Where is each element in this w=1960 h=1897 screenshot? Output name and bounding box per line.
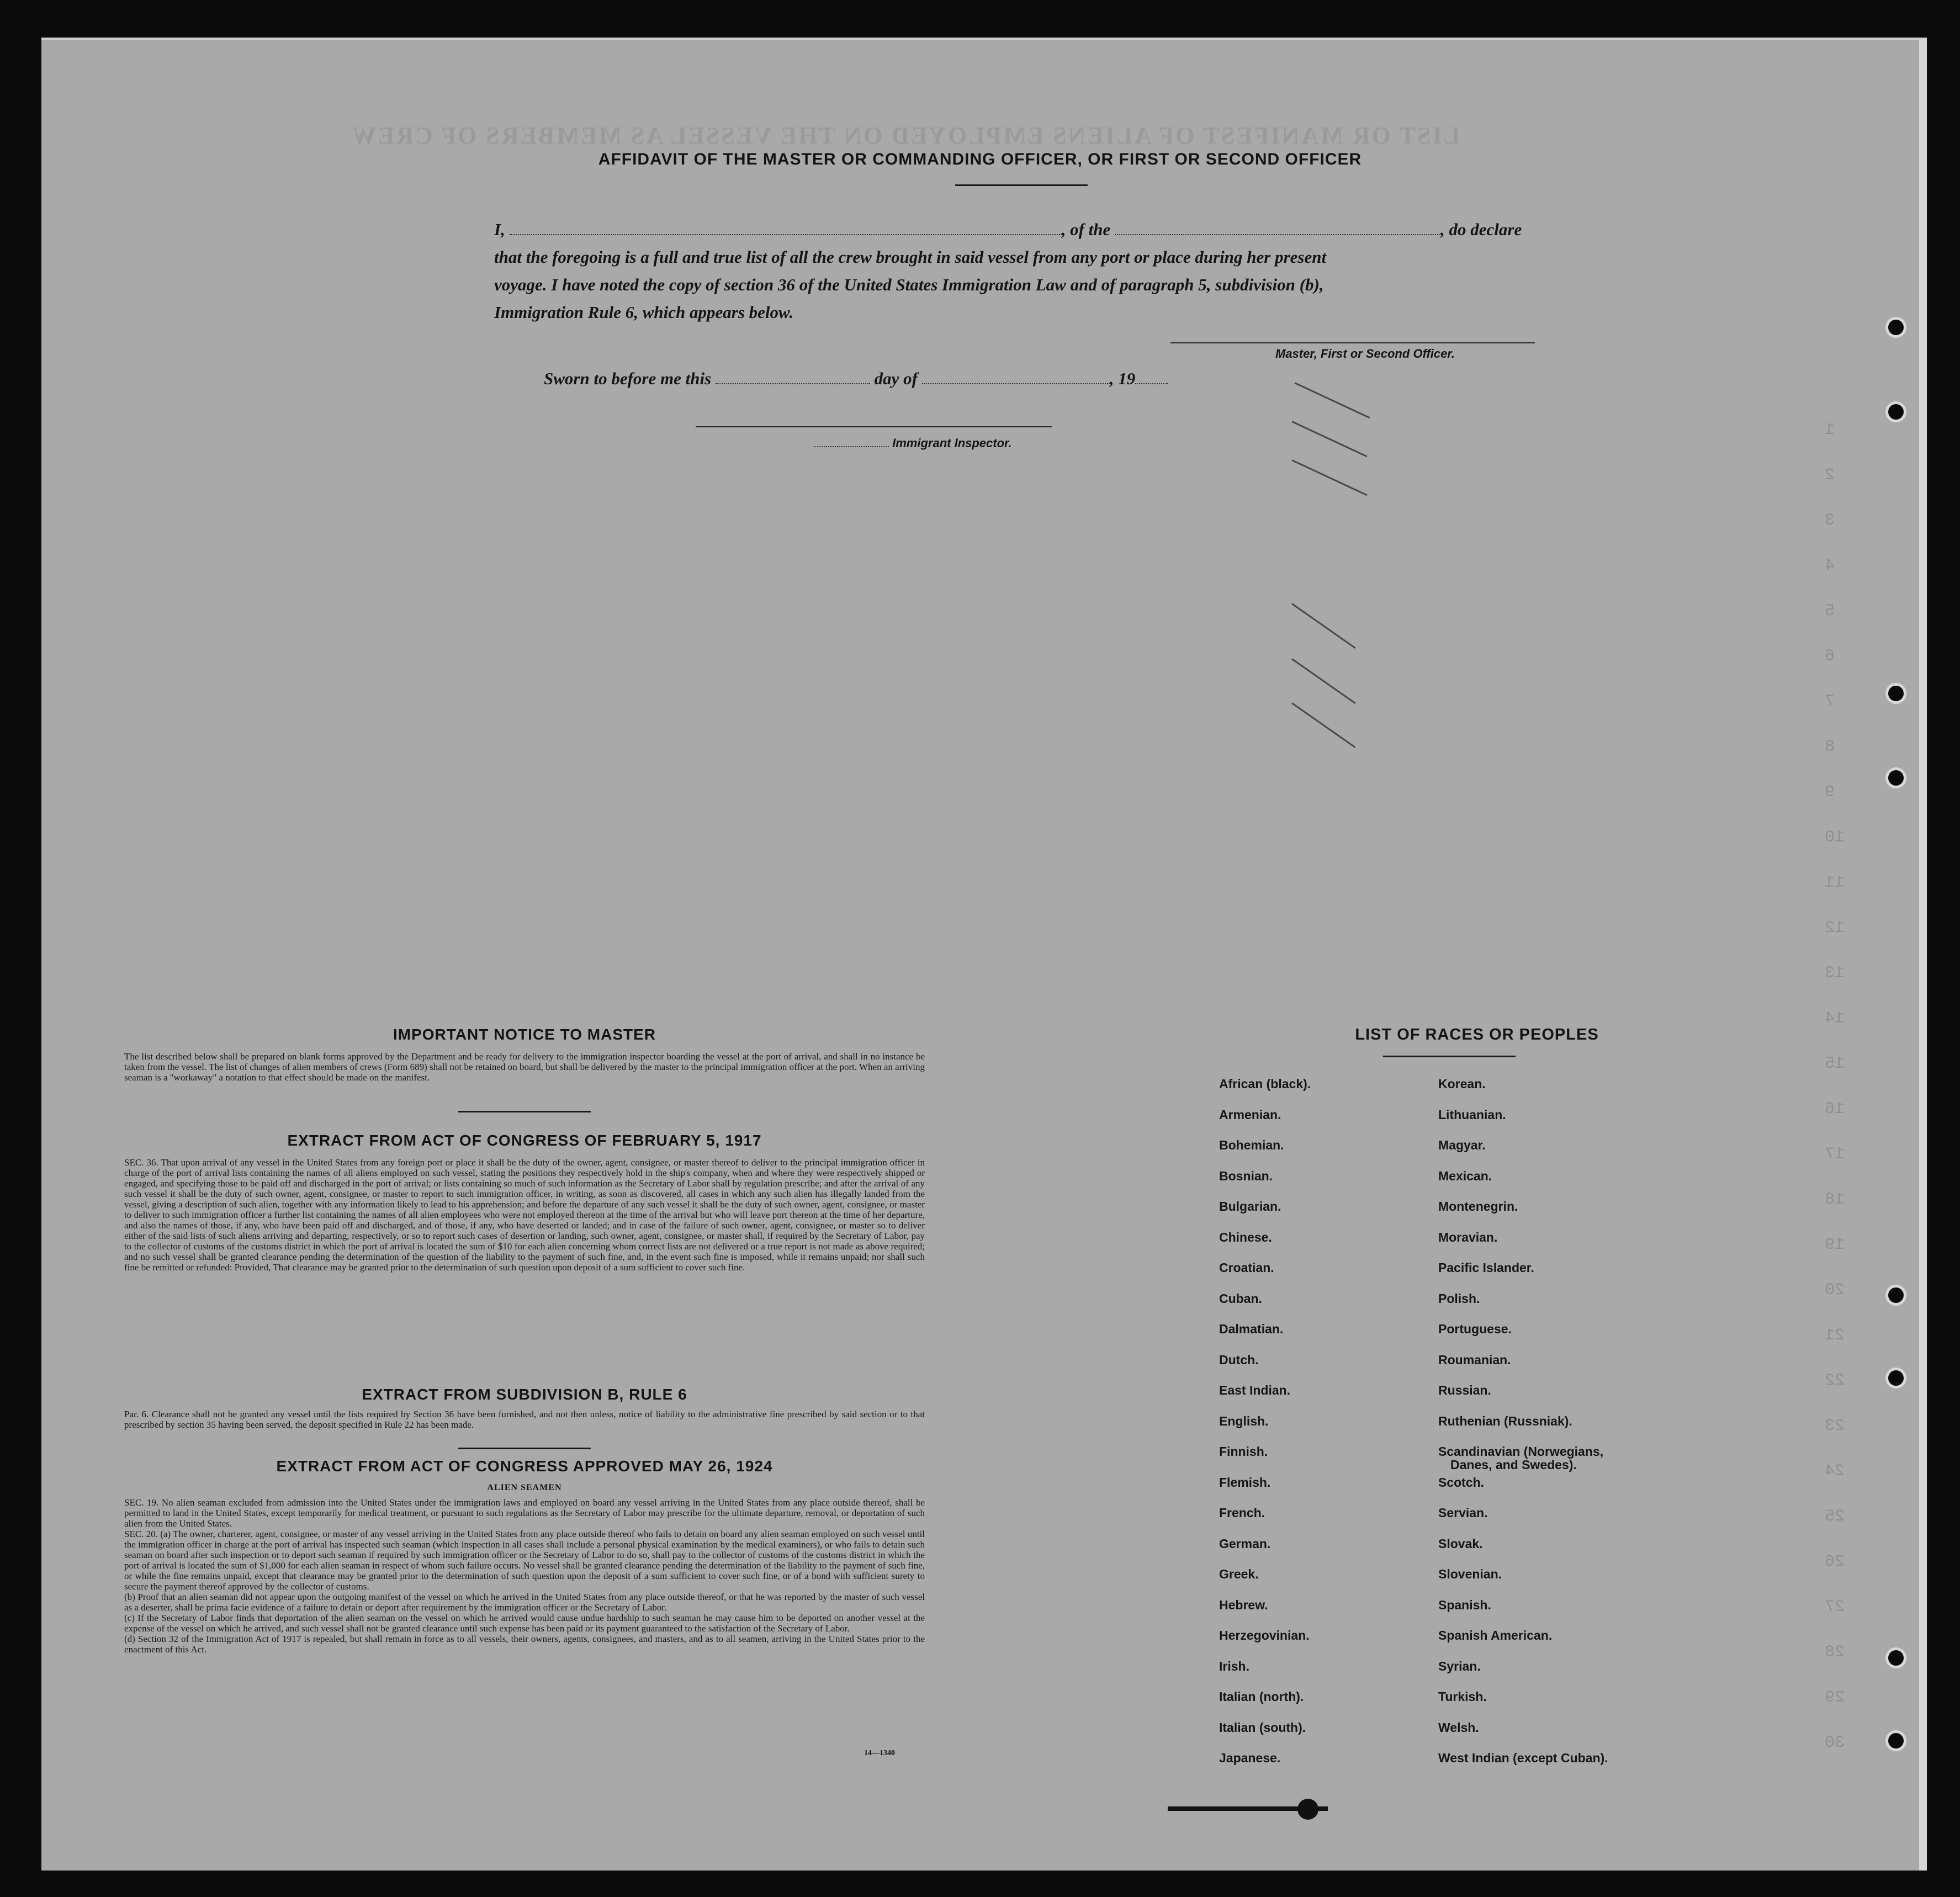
bleedthrough-row-number: 7 (1825, 692, 1835, 711)
bleedthrough-row-number: 3 (1825, 511, 1835, 530)
year-prefix: , 19 (1109, 369, 1136, 388)
race-item: Slovak. (1438, 1536, 1483, 1551)
bleedthrough-row-number: 9 (1825, 783, 1835, 802)
race-item: Magyar. (1438, 1138, 1486, 1152)
bleedthrough-row-number: 5 (1825, 602, 1835, 621)
race-item: Korean. (1438, 1077, 1486, 1091)
bleedthrough-row-number: 23 (1825, 1417, 1845, 1435)
bleedthrough-row-number: 24 (1825, 1462, 1845, 1481)
affidavit-line1 (494, 220, 1522, 240)
bleedthrough-row-number: 8 (1825, 738, 1835, 756)
sec19-text: SEC. 19. No alien seaman excluded from admission into the United States under the immigration laws and employed on board any vessel arriving in the United States from any place outside thereof, shall be permitted to land in the United States, except temporarily for medical treatment, or pursuant to such regulations as the Secretary of Labor may prescribe for the ultimate departure, removal, or deportation of such alien from the United States. (124, 1497, 925, 1529)
race-item: Danes, and Swedes). (1450, 1458, 1577, 1472)
ink-stroke (1294, 382, 1370, 418)
race-item: Roumanian. (1438, 1352, 1511, 1367)
notice-body: The list described below shall be prepared on blank forms approved by the Department and be ready for delivery to the immigration inspector boarding the vessel at the port of arrival, and shall in no instance be taken from the vessel. The list of changes of alien members of crews (Form 689) shall not be retained on board, but shall be delivered by the master to the principal immigration officer at the port. When an arriving seaman is a "workaway" a notation to that effect should be made on the manifest. (124, 1051, 925, 1083)
race-item: French. (1219, 1506, 1265, 1520)
day-of-label: day of (874, 369, 918, 388)
sworn-line (544, 369, 1168, 389)
race-item: Cuban. (1219, 1291, 1262, 1306)
race-item: Scandinavian (Norwegians, (1438, 1444, 1604, 1459)
binding-hole (1885, 767, 1906, 788)
race-item: Portuguese. (1438, 1322, 1512, 1336)
race-item: Flemish. (1219, 1475, 1271, 1490)
bleedthrough-row-number: 12 (1825, 919, 1845, 937)
race-item: Armenian. (1219, 1107, 1281, 1122)
race-item: Japanese. (1219, 1751, 1281, 1765)
race-item: Lithuanian. (1438, 1107, 1506, 1122)
bleedthrough-row-number: 17 (1825, 1145, 1845, 1164)
race-item: Ruthenian (Russniak). (1438, 1413, 1572, 1428)
race-item: Montenegrin. (1438, 1199, 1518, 1214)
affidavit-line3: voyage. I have noted the copy of section 36 of the United States Immigration Law and of paragraph 5, subdivision (b), (494, 275, 1324, 294)
affidavit-line2: that the foregoing is a full and true list of all the crew brought in said vessel from any port or place during her present (494, 247, 1327, 267)
binding-hole (1885, 1730, 1906, 1751)
bleedthrough-row-number: 16 (1825, 1100, 1845, 1119)
race-item: Herzegovinian. (1219, 1628, 1310, 1642)
race-item: Croatian. (1219, 1260, 1274, 1275)
race-item: Moravian. (1438, 1230, 1498, 1244)
bleedthrough-row-number: 1 (1825, 421, 1835, 439)
bleedthrough-row-number: 30 (1825, 1734, 1845, 1752)
race-item: Dutch. (1219, 1352, 1259, 1367)
sec20b-text: (b) Proof that an alien seaman did not appear upon the outgoing manifest of the vessel on which he arrived in the United States from any place outside thereof, or that he was reported by the master of such vessel as a deserter, shall be prima facie evidence of a failure to detain or deport after requirement by the immigration officer or the Secretary of Labor. (124, 1592, 925, 1613)
bleedthrough-row-number: 19 (1825, 1236, 1845, 1254)
inspector-caption-text: Immigrant Inspector. (892, 436, 1012, 450)
race-item: Slovenian. (1438, 1567, 1502, 1581)
race-item: Chinese. (1219, 1230, 1272, 1244)
race-item: Finnish. (1219, 1444, 1268, 1459)
form-code: 14—1340 (864, 1749, 895, 1757)
ink-stroke (1291, 702, 1355, 748)
name-blank[interactable] (510, 232, 1062, 235)
race-item: Welsh. (1438, 1720, 1479, 1735)
inspector-caption (814, 436, 1012, 451)
sworn-label: Sworn to before me this (544, 369, 712, 388)
bleedthrough-row-number: 15 (1825, 1055, 1845, 1073)
extract-1917-body: SEC. 36. That upon arrival of any vessel in the United States from any foreign port or place it shall be the duty of the owner, agent, consignee, or master thereof to deliver to the principal immigration officer in charge of the port of arrival lists containing the names of all aliens employed on such vessel, stating the positions they respectively hold in the ship's company, when and where they were respectively shipped or engaged, and specifying those to be paid off and discharged in the port of arrival; or lists containing so much of such information as the Secretary of Labor shall by regulation prescribe; and after the arrival of any such vessel it shall be the duty of such owner, agent, consignee, or master to report to such immigration officer, in writing, as soon as discovered, all cases in which any such alien has illegally landed from the vessel, giving a description of such alien, together with any information likely to lead to his apprehension; and before the departure of any such vessel it shall be the duty of such owner, agent, consignee, or master to deliver to such immigration officer a further list containing the names of all alien employees who were not employed thereon at the time of the arrival but who will leave port thereon at the time of her departure, and also the names of those, if any, who have been paid off and discharged, and of those, if any, who have deserted or landed; and in case of the failure of such owner, agent, consignee, or master so to deliver either of the said lists of such aliens arriving and departing, respectively, or so to report such cases of desertion or landing, such owner, agent, consignee, or master shall, if required by the Secretary of Labor, pay to the collector of customs of the customs district in which the port of arrival is located the sum of $10 for each alien concerning whom correct lists are not delivered or a true report is not made as above required; and no such vessel shall be granted clearance pending the determination of the question of the liability to the payment of such fine, and, in the event such fine is imposed, while it remains unpaid; nor shall such fine be remitted or refunded: Provided, That clearance may be granted prior to the determination of such question upon deposit of a sum sufficient to cover such fine. (124, 1157, 925, 1273)
bleedthrough-row-number: 27 (1825, 1598, 1845, 1617)
race-item: Polish. (1438, 1291, 1480, 1306)
rule6-divider (458, 1448, 591, 1449)
race-item: English. (1219, 1413, 1269, 1428)
bleedthrough-row-number: 21 (1825, 1326, 1845, 1345)
affidavit-i: I, (494, 220, 505, 239)
races-divider (1383, 1056, 1516, 1057)
sec20d-text: (d) Section 32 of the Immigration Act of 1917 is repealed, but shall remain in force as to all vessels, their owners, agents, consignees, and masters, and as to all seamen, arriving in the United States prior to the enactment of this Act. (124, 1634, 925, 1655)
binding-hole (1885, 683, 1906, 704)
race-item: Pacific Islander. (1438, 1260, 1534, 1275)
race-item: Turkish. (1438, 1689, 1487, 1704)
bleedthrough-row-number: 4 (1825, 557, 1835, 575)
ink-stroke (1291, 603, 1355, 649)
affidavit-line4: Immigration Rule 6, which appears below. (494, 303, 794, 322)
bleedthrough-row-number: 26 (1825, 1552, 1845, 1571)
ink-blot (1297, 1799, 1318, 1820)
manifest-sheet (41, 38, 1927, 1870)
rule6-body: Par. 6. Clearance shall not be granted any vessel until the lists required by Section 36 have been furnished, and not then unless, notice of liability to the administrative fine prescribed by said section or to that prescribed by section 35 having been served, the deposit specified in Rule 22 has been made. (124, 1409, 925, 1430)
race-item: Mexican. (1438, 1168, 1492, 1183)
race-item: Servian. (1438, 1506, 1488, 1520)
bleedthrough-row-number: 25 (1825, 1507, 1845, 1526)
race-item: Italian (south). (1219, 1720, 1306, 1735)
inspector-signature-line[interactable] (696, 426, 1052, 427)
binding-hole (1885, 1647, 1906, 1668)
affidavit-title: AFFIDAVIT OF THE MASTER OR COMMANDING OFFICER, OR FIRST OR SECOND OFFICER (598, 150, 1362, 168)
bleedthrough-row-number: 28 (1825, 1643, 1845, 1662)
inspector-dots (814, 444, 889, 447)
race-item: Scotch. (1438, 1475, 1485, 1490)
binding-hole (1885, 1368, 1906, 1389)
notice-title: IMPORTANT NOTICE TO MASTER (393, 1026, 656, 1043)
extract-1917-title: EXTRACT FROM ACT OF CONGRESS OF FEBRUARY 5, 1917 (287, 1132, 762, 1149)
race-item: Greek. (1219, 1567, 1259, 1581)
master-signature-line[interactable] (1170, 342, 1535, 343)
bleedthrough-row-number: 10 (1825, 828, 1845, 847)
race-item: East Indian. (1219, 1383, 1291, 1397)
bleedthrough-row-number: 14 (1825, 1009, 1845, 1028)
race-item: West Indian (except Cuban). (1438, 1751, 1608, 1765)
extract-1924-title: EXTRACT FROM ACT OF CONGRESS APPROVED MAY 26, 1924 (276, 1458, 773, 1475)
sworn-year-blank[interactable] (1135, 381, 1168, 384)
binding-hole (1885, 317, 1906, 338)
races-title: LIST OF RACES OR PEOPLES (1355, 1026, 1599, 1043)
notice-divider (458, 1111, 591, 1112)
ink-stroke (1291, 421, 1367, 457)
title-divider (955, 184, 1088, 186)
race-item: Hebrew. (1219, 1597, 1268, 1612)
race-item: Bosnian. (1219, 1168, 1273, 1183)
affidavit-do-declare: , do declare (1440, 220, 1522, 239)
race-item: Russian. (1438, 1383, 1491, 1397)
affidavit-of-the: , of the (1061, 220, 1111, 239)
master-caption: Master, First or Second Officer. (1275, 347, 1455, 361)
vessel-blank[interactable] (1115, 232, 1440, 235)
bleedthrough-row-number: 22 (1825, 1371, 1845, 1390)
bleedthrough-header: LIST OR MANIFEST OF ALIENS EMPLOYED ON THE VESSEL AS MEMBERS OF CREW (351, 122, 1460, 149)
bleedthrough-row-number: 29 (1825, 1688, 1845, 1707)
bleedthrough-row-number: 2 (1825, 466, 1835, 485)
ink-stroke (1291, 459, 1367, 496)
rule6-title: EXTRACT FROM SUBDIVISION B, RULE 6 (362, 1386, 687, 1403)
bleedthrough-row-number: 11 (1825, 873, 1845, 892)
bleedthrough-row-number: 20 (1825, 1281, 1845, 1300)
race-item: Bohemian. (1219, 1138, 1284, 1152)
binding-hole (1885, 401, 1906, 422)
alien-seamen-subtitle: ALIEN SEAMEN (487, 1483, 562, 1492)
sworn-day-blank[interactable] (716, 381, 870, 384)
extract-1924-body (124, 1497, 925, 1655)
race-item: Spanish American. (1438, 1628, 1553, 1642)
sworn-month-blank[interactable] (922, 381, 1110, 384)
bleedthrough-row-number: 18 (1825, 1190, 1845, 1209)
race-item: Italian (north). (1219, 1689, 1304, 1704)
bleedthrough-row-number: 6 (1825, 647, 1835, 666)
race-item: Irish. (1219, 1658, 1249, 1673)
race-item: Bulgarian. (1219, 1199, 1281, 1214)
race-item: Spanish. (1438, 1597, 1491, 1612)
binding-hole (1885, 1285, 1906, 1306)
race-item: German. (1219, 1536, 1271, 1551)
sec20c-text: (c) If the Secretary of Labor finds that deportation of the alien seaman on the vessel on which he arrived would cause undue hardship to such seaman he may cause him to be deported on another vessel at the expense of the vessel on which he arrived, and such vessel shall not be granted clearance until such expense has been paid or its payment guaranteed to the satisfaction of the Secretary of Labor. (124, 1613, 925, 1634)
ink-stroke (1291, 658, 1355, 704)
race-item: Syrian. (1438, 1658, 1481, 1673)
race-item: African (black). (1219, 1077, 1311, 1091)
bleedthrough-row-number: 13 (1825, 964, 1845, 983)
sec20a-text: SEC. 20. (a) The owner, charterer, agent, consignee, or master of any vessel arriving in the United States from any place outside thereof who fails to detain on board any alien seaman employed on such vessel until the immigration officer in charge at the port of arrival has inspected such seaman (which inspection in all cases shall include a personal physical examination by the medical examiners), or who fails to detain such seaman on board after such inspection or to deport such seaman if required by such immigration officer or the Secretary of Labor to do so, shall pay to the collector of customs of the customs district in which the port of arrival is located the sum of $1,000 for each alien seaman in respect of whom such failure occurs. No vessel shall be granted clearance pending the determination of the liability to the payment of such fine, or while the fine remains unpaid, except that clearance may be granted prior to the determination of such question upon the deposit of a sum sufficient to cover such fine, or of a bond with sufficient surety to secure the payment thereof approved by the collector of customs. (124, 1529, 925, 1592)
race-item: Dalmatian. (1219, 1322, 1284, 1336)
